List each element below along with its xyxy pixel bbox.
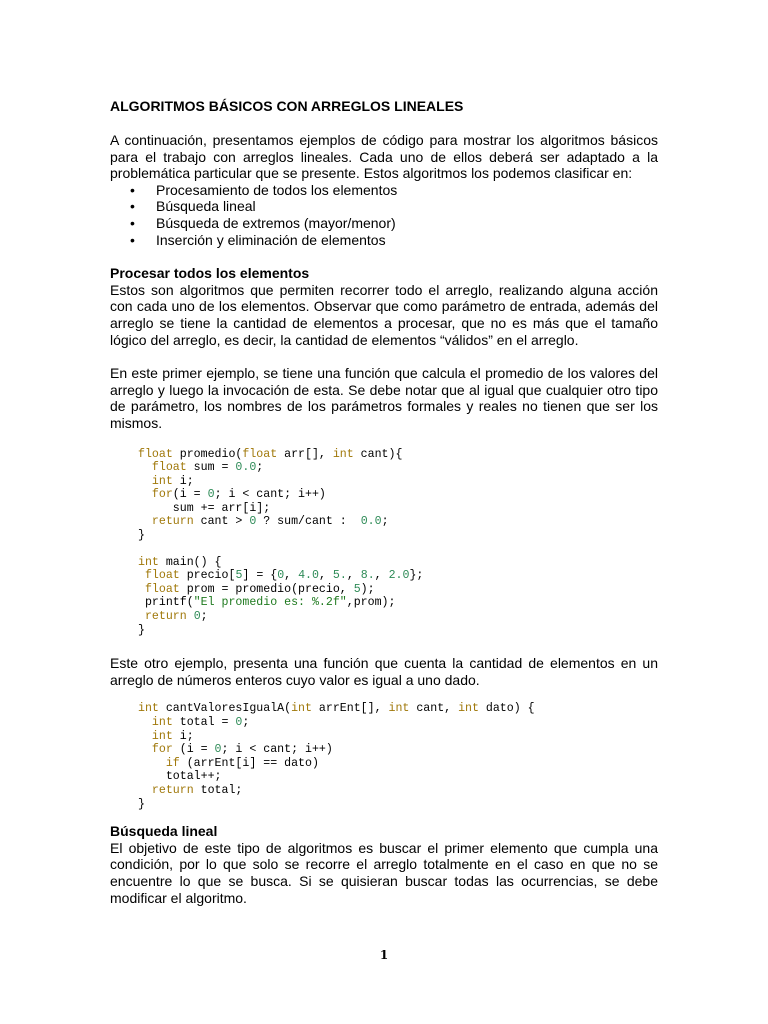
code-token: ? sum/cant :: [256, 515, 361, 529]
code-token: ;: [381, 515, 389, 529]
code-block-promedio: [138, 448, 658, 543]
code-token: 5: [235, 569, 243, 583]
code-token: int: [138, 702, 159, 716]
code-token: dato) {: [478, 702, 535, 716]
procesar-paragraph-1: Estos son algoritmos que permiten recorrer todo el arreglo, realizando alguna acción con cada uno de los elementos. Observar que como parámetro de entrada, además del arreglo se tiene la cantidad de elementos a procesar, que no es más que el tamaño lógico del arreglo, es decir, la cantidad de elementos “válidos” en el arreglo.: [110, 281, 658, 348]
code-line: [138, 716, 658, 730]
code-token: return: [151, 515, 194, 529]
code-block-main: [138, 556, 658, 638]
code-token: 4.0: [298, 569, 319, 583]
code-token: ,: [346, 569, 361, 583]
code-token: precio[: [179, 569, 236, 583]
code-token: 8.: [360, 569, 375, 583]
code-token: 5.: [332, 569, 347, 583]
code-line: [138, 488, 658, 502]
code-token: int: [388, 702, 410, 716]
code-token: [138, 515, 152, 528]
code-line: [138, 770, 658, 784]
code-line: [138, 502, 658, 516]
code-token: [138, 475, 152, 488]
spacer: [110, 432, 658, 448]
code-token: );: [360, 582, 375, 596]
code-token: [138, 610, 145, 623]
code-token: sum =: [186, 461, 236, 475]
code-token: ;: [200, 610, 208, 624]
code-token: int: [151, 729, 173, 743]
code-token: ,prom);: [346, 596, 396, 610]
spacer: [110, 688, 658, 702]
code-token: promedio(: [172, 447, 243, 461]
code-line: [138, 784, 658, 798]
code-token: cant >: [193, 515, 250, 529]
code-line: [138, 596, 658, 610]
procesar-paragraph-3: Este otro ejemplo, presenta una función que cuenta la cantidad de elementos en un arreglo de números enteros cuyo valor es igual a uno dado.: [110, 655, 658, 688]
code-line: [138, 798, 658, 812]
list-item: • Procesamiento de todos los elementos: [130, 181, 398, 198]
code-token: }: [138, 797, 145, 811]
code-token: ,: [374, 569, 389, 583]
code-token: "El promedio es: %.2f": [193, 596, 347, 610]
code-token: }: [138, 529, 145, 543]
code-token: total++;: [138, 770, 222, 784]
code-line: [138, 743, 658, 757]
code-token: float: [144, 582, 180, 596]
code-line: [138, 610, 658, 624]
code-token: [138, 569, 145, 582]
code-token: (arrEnt[i] == dato): [179, 756, 319, 770]
code-token: [138, 784, 152, 797]
code-token: i;: [172, 729, 194, 743]
code-token: sum += arr[i];: [138, 501, 271, 515]
code-token: total =: [172, 716, 236, 729]
code-token: int: [151, 716, 173, 729]
list-item: • Búsqueda lineal: [130, 198, 256, 215]
intro-paragraph: A continuación, presentamos ejemplos de código para mostrar los algoritmos básicos para el trabajo con arreglos lineales. Cada uno de ellos deberá ser adaptado a la problemática particular que se presente. Estos algoritmos los podemos clasificar en:: [110, 132, 658, 182]
code-token: 0: [193, 610, 201, 624]
code-line: [138, 461, 658, 475]
code-token: ;: [256, 461, 264, 475]
code-token: total;: [193, 783, 243, 797]
code-token: int: [291, 702, 312, 716]
bullet-icon: •: [130, 198, 135, 215]
code-token: [187, 610, 194, 623]
code-token: ; i < cant; i++): [214, 488, 326, 502]
code-line: [138, 583, 658, 597]
section-heading-procesar: Procesar todos los elementos: [110, 265, 310, 282]
code-token: [138, 461, 152, 474]
code-token: int: [332, 447, 354, 461]
code-line: [138, 757, 658, 771]
procesar-paragraph-2: En este primer ejemplo, se tiene una función que calcula el promedio de los valores del arreglo y luego la invocación de esta. Se debe notar que al igual que cualquier otro tipo de parámetro, los nombres de los parámetros formales y reales no tienen que ser los mismos.: [110, 365, 658, 431]
code-token: [138, 488, 152, 501]
code-token: int: [151, 474, 173, 488]
section-heading-busqueda-lineal: Búsqueda lineal: [110, 823, 218, 840]
spacer: [110, 348, 658, 365]
list-item: • Inserción y eliminación de elementos: [130, 231, 386, 248]
code-token: return: [151, 783, 194, 797]
code-token: };: [409, 569, 424, 583]
code-line: [138, 569, 658, 583]
code-line: [138, 475, 658, 489]
code-token: float: [151, 461, 187, 475]
code-token: 0: [214, 743, 222, 757]
code-token: cantValoresIgualA(: [158, 702, 292, 716]
page-content: [110, 98, 658, 906]
code-token: (i =: [172, 488, 208, 502]
code-block-cantvalores: [138, 702, 658, 811]
code-token: if: [165, 756, 180, 770]
code-token: 0: [207, 488, 215, 502]
code-token: 2.0: [388, 569, 410, 583]
code-line: [138, 448, 658, 462]
code-token: ; i < cant; i++): [221, 743, 333, 757]
bullet-icon: •: [130, 231, 135, 248]
code-token: 0.0: [235, 461, 257, 475]
code-token: 5: [353, 582, 361, 596]
code-line: [138, 529, 658, 543]
document-title: ALGORITMOS BÁSICOS CON ARREGLOS LINEALES: [110, 98, 464, 114]
code-token: main() {: [158, 555, 222, 569]
code-token: cant,: [409, 702, 459, 716]
spacer: [110, 543, 658, 556]
code-token: arr[],: [277, 447, 333, 461]
code-token: [138, 757, 166, 770]
code-token: [138, 730, 152, 743]
code-token: (i =: [172, 743, 215, 757]
spacer: [110, 811, 658, 823]
code-line: [138, 556, 658, 570]
code-line: [138, 515, 658, 529]
code-line: [138, 702, 658, 716]
code-token: float: [138, 447, 173, 461]
code-token: printf(: [138, 596, 194, 610]
code-line: [138, 730, 658, 744]
code-token: 0: [277, 569, 285, 583]
code-token: [138, 583, 145, 596]
bullet-icon: •: [130, 214, 135, 231]
code-line: [138, 624, 658, 638]
code-token: return: [144, 610, 187, 624]
spacer: [110, 248, 658, 265]
code-token: i;: [172, 474, 194, 488]
code-token: ;: [242, 716, 250, 729]
code-token: }: [138, 623, 145, 637]
code-token: cant){: [353, 447, 403, 461]
code-token: arrEnt[],: [311, 702, 389, 716]
code-token: [138, 743, 152, 756]
code-token: ,: [318, 569, 333, 583]
code-token: 0: [235, 716, 243, 729]
bullet-icon: •: [130, 181, 135, 198]
busqueda-paragraph-1: El objetivo de este tipo de algoritmos es buscar el primer elemento que cumpla una condición, por lo que solo se recorre el arreglo totalmente en el caso en que no se encuentre lo que se busca. Si se quisieran buscar todas las ocurrencias, se debe modificar el algoritmo.: [110, 839, 658, 906]
code-token: float: [242, 447, 278, 461]
spacer: [110, 637, 658, 655]
code-token: 0.0: [360, 515, 382, 529]
list-item: • Búsqueda de extremos (mayor/menor): [130, 214, 396, 231]
algorithm-list: [110, 182, 658, 248]
code-token: int: [138, 555, 159, 569]
code-token: 0: [249, 515, 257, 529]
code-token: for: [151, 488, 173, 502]
code-token: int: [458, 702, 479, 716]
page-number: 1: [379, 948, 389, 962]
code-token: ,: [284, 569, 299, 583]
code-token: prom = promedio(precio,: [179, 582, 354, 596]
code-token: float: [144, 569, 180, 583]
code-token: ] = {: [242, 569, 278, 583]
code-token: [138, 716, 152, 729]
code-token: for: [151, 743, 173, 757]
